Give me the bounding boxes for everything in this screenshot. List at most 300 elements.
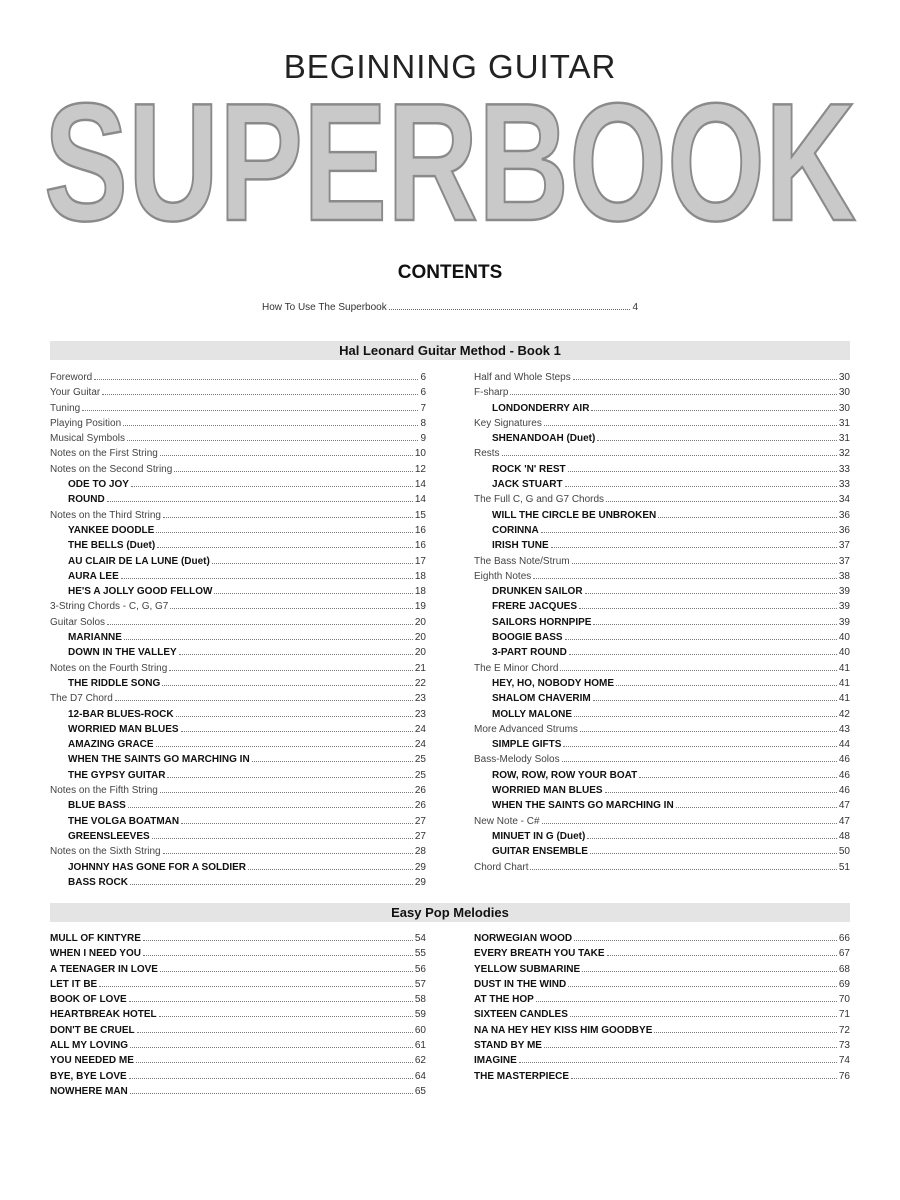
entry-title: CORINNA [492, 524, 539, 536]
page-number: 56 [414, 963, 426, 975]
page-number: 41 [838, 662, 850, 674]
dot-leader [593, 624, 836, 625]
page-number: 9 [420, 433, 426, 445]
page-number: 62 [414, 1055, 426, 1067]
page-number: 36 [838, 509, 850, 521]
dot-leader [163, 853, 413, 854]
toc-song-entry [474, 676, 850, 691]
intro-entry [262, 302, 638, 313]
dot-leader [102, 394, 418, 395]
toc-song-entry [474, 431, 850, 446]
entry-title: JOHNNY HAS GONE FOR A SOLDIER [68, 861, 246, 873]
dot-leader [590, 853, 837, 854]
entry-title: DRUNKEN SAILOR [492, 586, 583, 598]
entry-title: Notes on the Third String [50, 509, 161, 521]
toc-song-entry [50, 860, 426, 875]
toc-topic-entry [50, 401, 426, 416]
entry-title: MULL OF KINTYRE [50, 933, 141, 944]
entry-title: Notes on the Fifth String [50, 785, 158, 797]
entry-title: DOWN IN THE VALLEY [68, 647, 177, 659]
dot-leader [163, 517, 413, 518]
page-number: 65 [414, 1085, 426, 1097]
page-number: 55 [414, 948, 426, 960]
entry-title: Tuning [50, 402, 81, 414]
toc-song-entry [50, 798, 426, 813]
entry-title: 3-PART ROUND [492, 647, 567, 659]
entry-title: THE GYPSY GUITAR [68, 769, 166, 781]
toc-song-entry [50, 992, 426, 1007]
entry-title: NA NA HEY HEY KISS HIM GOODBYE [474, 1024, 653, 1036]
page-number: 44 [838, 739, 850, 751]
entry-title: BOOGIE BASS [492, 632, 563, 644]
page-number: 74 [838, 1055, 850, 1067]
toc-song-entry [474, 737, 850, 752]
page-number: 20 [414, 632, 426, 644]
toc-song-entry [50, 962, 426, 977]
page-number: 23 [414, 708, 426, 720]
toc-song-entry [50, 829, 426, 844]
toc-song-entry [50, 554, 426, 569]
dot-leader [252, 761, 413, 762]
page-number: 25 [414, 754, 426, 766]
page-number: 29 [414, 861, 426, 873]
dot-leader [519, 1062, 837, 1063]
page-number: 40 [838, 647, 850, 659]
page-number: 41 [838, 677, 850, 689]
dot-leader [572, 563, 837, 564]
section-header-guitar-method: Hal Leonard Guitar Method - Book 1 [50, 341, 850, 360]
dot-leader [606, 501, 837, 502]
page-number: 50 [838, 846, 850, 858]
dot-leader [676, 807, 837, 808]
entry-title: MINUET IN G (Duet) [492, 830, 586, 842]
page-number: 36 [838, 524, 850, 536]
entry-title: IRISH TUNE [492, 540, 549, 552]
toc-song-entry [50, 523, 426, 538]
toc-song-entry [474, 538, 850, 553]
toc-topic-entry [474, 569, 850, 584]
entry-title: 3-String Chords - C, G, G7 [50, 601, 169, 613]
toc-song-entry [50, 492, 426, 507]
entry-title: GREENSLEEVES [68, 830, 150, 842]
page-number: 6 [420, 387, 426, 399]
dot-leader [580, 731, 837, 732]
dot-leader [212, 563, 413, 564]
page-number: 43 [838, 723, 850, 735]
dot-leader [536, 1001, 837, 1002]
entry-title: ODE TO JOY [68, 479, 129, 491]
dot-leader [248, 869, 413, 870]
entry-title: Half and Whole Steps [474, 372, 571, 383]
entry-title: The Full C, G and G7 Chords [474, 494, 605, 506]
toc-topic-entry [50, 844, 426, 859]
page-number: 23 [414, 693, 426, 705]
dot-leader [152, 838, 413, 839]
page-number: 20 [414, 616, 426, 628]
page-number: 30 [838, 387, 850, 399]
toc-song-entry [474, 829, 850, 844]
dot-leader [143, 955, 413, 956]
page-number: 39 [838, 616, 850, 628]
entry-title: SHENANDOAH (Duet) [492, 433, 596, 445]
toc-song-entry [474, 707, 850, 722]
toc-song-entry [50, 737, 426, 752]
dot-leader [99, 986, 413, 987]
dot-leader [176, 716, 413, 717]
intro-label: How To Use The Superbook [262, 302, 387, 313]
entry-title: AURA LEE [68, 570, 119, 582]
toc-topic-entry [474, 752, 850, 767]
dot-leader [159, 1016, 413, 1017]
dot-leader [563, 746, 836, 747]
page-number: 38 [838, 570, 850, 582]
toc-topic-entry [50, 431, 426, 446]
toc-song-entry [50, 814, 426, 829]
entry-title: A TEENAGER IN LOVE [50, 963, 158, 975]
toc-song-entry [474, 523, 850, 538]
entry-title: AMAZING GRACE [68, 739, 154, 751]
toc-column-easy-pop-left [50, 931, 426, 1099]
page-number: 7 [420, 402, 426, 414]
page-number: 12 [414, 463, 426, 475]
toc-song-entry [50, 676, 426, 691]
entry-title: The E Minor Chord [474, 662, 559, 674]
page-number: 61 [414, 1040, 426, 1052]
dot-leader [533, 578, 837, 579]
dot-leader [129, 1001, 413, 1002]
entry-title: Rests [474, 448, 500, 460]
toc-song-entry [474, 977, 850, 992]
page-number: 37 [838, 555, 850, 567]
entry-title: Guitar Solos [50, 616, 106, 628]
entry-title: Notes on the Sixth String [50, 846, 161, 858]
dot-leader [565, 486, 837, 487]
dot-leader [562, 761, 837, 762]
toc-song-entry [474, 615, 850, 630]
dot-leader [591, 410, 836, 411]
entry-title: DUST IN THE WIND [474, 978, 567, 990]
dot-leader [179, 654, 413, 655]
dot-leader [582, 971, 837, 972]
page-number: 30 [838, 402, 850, 414]
dot-leader [169, 670, 413, 671]
entry-title: MARIANNE [68, 632, 122, 644]
page-number: 19 [414, 601, 426, 613]
toc-topic-entry [474, 554, 850, 569]
intro-page: 4 [632, 302, 638, 313]
entry-title: Musical Symbols [50, 433, 126, 445]
toc-song-entry [474, 401, 850, 416]
toc-song-entry [474, 462, 850, 477]
dot-leader [568, 986, 837, 987]
toc-column-guitar-method-right [474, 370, 850, 875]
entry-title: THE BELLS (Duet) [68, 540, 156, 552]
toc-topic-entry [50, 508, 426, 523]
page-number: 14 [414, 494, 426, 506]
toc-song-entry [474, 1038, 850, 1053]
page-number: 27 [414, 815, 426, 827]
dot-leader [130, 1093, 413, 1094]
entry-title: SHALOM CHAVERIM [492, 693, 591, 705]
entry-title: F-sharp [474, 387, 509, 399]
dot-leader [137, 1032, 413, 1033]
toc-column-guitar-method-left [50, 370, 426, 890]
page-number: 46 [838, 769, 850, 781]
dot-leader [156, 532, 413, 533]
dot-leader [571, 1078, 837, 1079]
page-number: 21 [414, 662, 426, 674]
page-number: 46 [838, 785, 850, 797]
entry-title: Notes on the Fourth String [50, 662, 168, 674]
page-number: 29 [414, 876, 426, 888]
entry-title: WHEN THE SAINTS GO MARCHING IN [68, 754, 250, 766]
page-number: 58 [414, 994, 426, 1006]
page-number: 31 [838, 433, 850, 445]
entry-title: ROCK 'N' REST [492, 463, 566, 475]
entry-title: DON'T BE CRUEL [50, 1024, 135, 1036]
page-number: 37 [838, 540, 850, 552]
entry-title: BOOK OF LOVE [50, 994, 127, 1006]
dot-leader [170, 608, 413, 609]
page-number: 6 [420, 372, 426, 383]
entry-title: WHEN I NEED YOU [50, 948, 141, 960]
dot-leader [127, 440, 418, 441]
toc-song-entry [474, 584, 850, 599]
toc-song-entry [474, 992, 850, 1007]
toc-topic-entry [50, 385, 426, 400]
dot-leader [544, 425, 837, 426]
page-number: 8 [420, 417, 426, 429]
toc-song-entry [50, 584, 426, 599]
entry-title: EVERY BREATH YOU TAKE [474, 948, 605, 960]
toc-song-entry [474, 1053, 850, 1068]
toc-topic-entry [50, 615, 426, 630]
entry-title: THE VOLGA BOATMAN [68, 815, 180, 827]
entry-title: New Note - C# [474, 815, 540, 827]
dot-leader [593, 700, 837, 701]
entry-title: ROUND [68, 494, 105, 506]
toc-song-entry [50, 538, 426, 553]
entry-title: THE RIDDLE SONG [68, 677, 161, 689]
entry-title: NORWEGIAN WOOD [474, 933, 573, 944]
toc-topic-entry [474, 385, 850, 400]
page-number: 27 [414, 830, 426, 842]
dot-leader [616, 685, 837, 686]
toc-topic-entry [474, 416, 850, 431]
page-number: 40 [838, 632, 850, 644]
toc-song-entry [474, 630, 850, 645]
dot-leader [107, 624, 413, 625]
dot-leader [658, 517, 837, 518]
page-number: 15 [414, 509, 426, 521]
toc-song-entry [50, 1084, 426, 1099]
page-number: 66 [838, 933, 850, 944]
dot-leader [157, 547, 413, 548]
page-number: 64 [414, 1070, 426, 1082]
toc-topic-entry [474, 814, 850, 829]
dot-leader [181, 731, 413, 732]
page-number: 59 [414, 1009, 426, 1021]
toc-song-entry [50, 1023, 426, 1038]
toc-topic-entry [50, 691, 426, 706]
dot-leader [162, 685, 413, 686]
dot-leader [605, 792, 837, 793]
toc-song-entry [50, 1038, 426, 1053]
dot-leader [542, 823, 837, 824]
dot-leader [181, 823, 413, 824]
page-number: 14 [414, 479, 426, 491]
dot-leader [654, 1032, 837, 1033]
dot-leader [128, 807, 413, 808]
page-number: 39 [838, 586, 850, 598]
page-number: 69 [838, 978, 850, 990]
entry-title: HEY, HO, NOBODY HOME [492, 677, 615, 689]
entry-title: LET IT BE [50, 978, 98, 990]
entry-title: IMAGINE [474, 1055, 517, 1067]
dot-leader [167, 777, 412, 778]
dot-leader [136, 1062, 413, 1063]
toc-topic-entry [474, 661, 850, 676]
page-number: 32 [838, 448, 850, 460]
toc-song-entry [474, 691, 850, 706]
page-number: 72 [838, 1024, 850, 1036]
toc-song-entry [474, 1069, 850, 1084]
dot-leader [585, 593, 837, 594]
dot-leader [160, 971, 413, 972]
page-number: 25 [414, 769, 426, 781]
dot-leader [607, 955, 837, 956]
dot-leader [574, 716, 837, 717]
entry-title: YOU NEEDED ME [50, 1055, 134, 1067]
page-number: 16 [414, 540, 426, 552]
toc-topic-entry [50, 370, 426, 385]
book-subtitle: BEGINNING GUITAR [283, 48, 617, 85]
dot-leader [156, 746, 413, 747]
page-number: 26 [414, 800, 426, 812]
dot-leader [502, 455, 837, 456]
toc-song-entry [474, 599, 850, 614]
toc-topic-entry [50, 416, 426, 431]
dot-leader [570, 1016, 837, 1017]
toc-column-easy-pop-right [474, 931, 850, 1084]
entry-title: Bass-Melody Solos [474, 754, 560, 766]
dot-leader [551, 547, 837, 548]
entry-title: AU CLAIR DE LA LUNE (Duet) [68, 555, 210, 567]
toc-song-entry [474, 645, 850, 660]
dot-leader [214, 593, 412, 594]
toc-topic-entry [50, 661, 426, 676]
toc-song-entry [50, 931, 426, 946]
page-number: 10 [414, 448, 426, 460]
page-number: 20 [414, 647, 426, 659]
entry-title: ALL MY LOVING [50, 1040, 128, 1052]
page-number: 54 [414, 933, 426, 944]
entry-title: JACK STUART [492, 479, 563, 491]
page-number: 47 [838, 815, 850, 827]
toc-song-entry [474, 844, 850, 859]
dot-leader [107, 501, 413, 502]
entry-title: THE MASTERPIECE [474, 1070, 570, 1082]
entry-title: BLUE BASS [68, 800, 126, 812]
entry-title: NOWHERE MAN [50, 1085, 128, 1097]
page-number: 73 [838, 1040, 850, 1052]
entry-title: SIXTEEN CANDLES [474, 1009, 568, 1021]
entry-title: Your Guitar [50, 387, 101, 399]
entry-title: WORRIED MAN BLUES [492, 785, 603, 797]
page-number: 22 [414, 677, 426, 689]
page-number: 16 [414, 524, 426, 536]
toc-topic-entry [474, 370, 850, 385]
toc-song-entry [474, 798, 850, 813]
page-number: 60 [414, 1024, 426, 1036]
dot-leader [174, 471, 413, 472]
entry-title: WORRIED MAN BLUES [68, 723, 179, 735]
entry-title: BASS ROCK [68, 876, 129, 888]
toc-song-entry [474, 1023, 850, 1038]
page-number: 68 [838, 963, 850, 975]
page-number: 33 [838, 479, 850, 491]
toc-topic-entry [50, 446, 426, 461]
toc-song-entry [50, 569, 426, 584]
page-number: 67 [838, 948, 850, 960]
entry-title: Eighth Notes [474, 570, 532, 582]
dot-leader [579, 608, 837, 609]
page-number: 30 [838, 372, 850, 383]
dot-leader [565, 639, 837, 640]
toc-song-entry [50, 875, 426, 890]
entry-title: Notes on the First String [50, 448, 158, 460]
page-number: 42 [838, 708, 850, 720]
dot-leader [94, 379, 418, 380]
page-number: 28 [414, 846, 426, 858]
entry-title: The Bass Note/Strum [474, 555, 570, 567]
toc-topic-entry [474, 860, 850, 875]
toc-song-entry [50, 722, 426, 737]
toc-song-entry [50, 645, 426, 660]
page-number: 18 [414, 570, 426, 582]
dot-leader [510, 394, 836, 395]
toc-song-entry [50, 1069, 426, 1084]
entry-title: AT THE HOP [474, 994, 534, 1006]
dot-leader [130, 1047, 413, 1048]
page-number: 48 [838, 830, 850, 842]
toc-topic-entry [474, 722, 850, 737]
toc-topic-entry [50, 783, 426, 798]
dot-leader [574, 940, 837, 941]
page-number: 31 [838, 417, 850, 429]
page-number: 24 [414, 723, 426, 735]
toc-song-entry [474, 783, 850, 798]
entry-title: YELLOW SUBMARINE [474, 963, 581, 975]
toc-song-entry [50, 752, 426, 767]
toc-song-entry [474, 931, 850, 946]
dot-leader [541, 532, 837, 533]
page-number: 17 [414, 555, 426, 567]
dot-leader [123, 425, 418, 426]
dot-leader [544, 1047, 837, 1048]
toc-song-entry [50, 946, 426, 961]
dot-leader [131, 486, 413, 487]
page-number: 51 [838, 861, 850, 873]
dot-leader [160, 792, 413, 793]
page-number: 71 [838, 1009, 850, 1021]
dot-leader [568, 471, 837, 472]
entry-title: FRERE JACQUES [492, 601, 578, 613]
toc-topic-entry [50, 462, 426, 477]
entry-title: SIMPLE GIFTS [492, 739, 562, 751]
entry-title: HE'S A JOLLY GOOD FELLOW [68, 586, 213, 598]
page-number: 26 [414, 785, 426, 797]
